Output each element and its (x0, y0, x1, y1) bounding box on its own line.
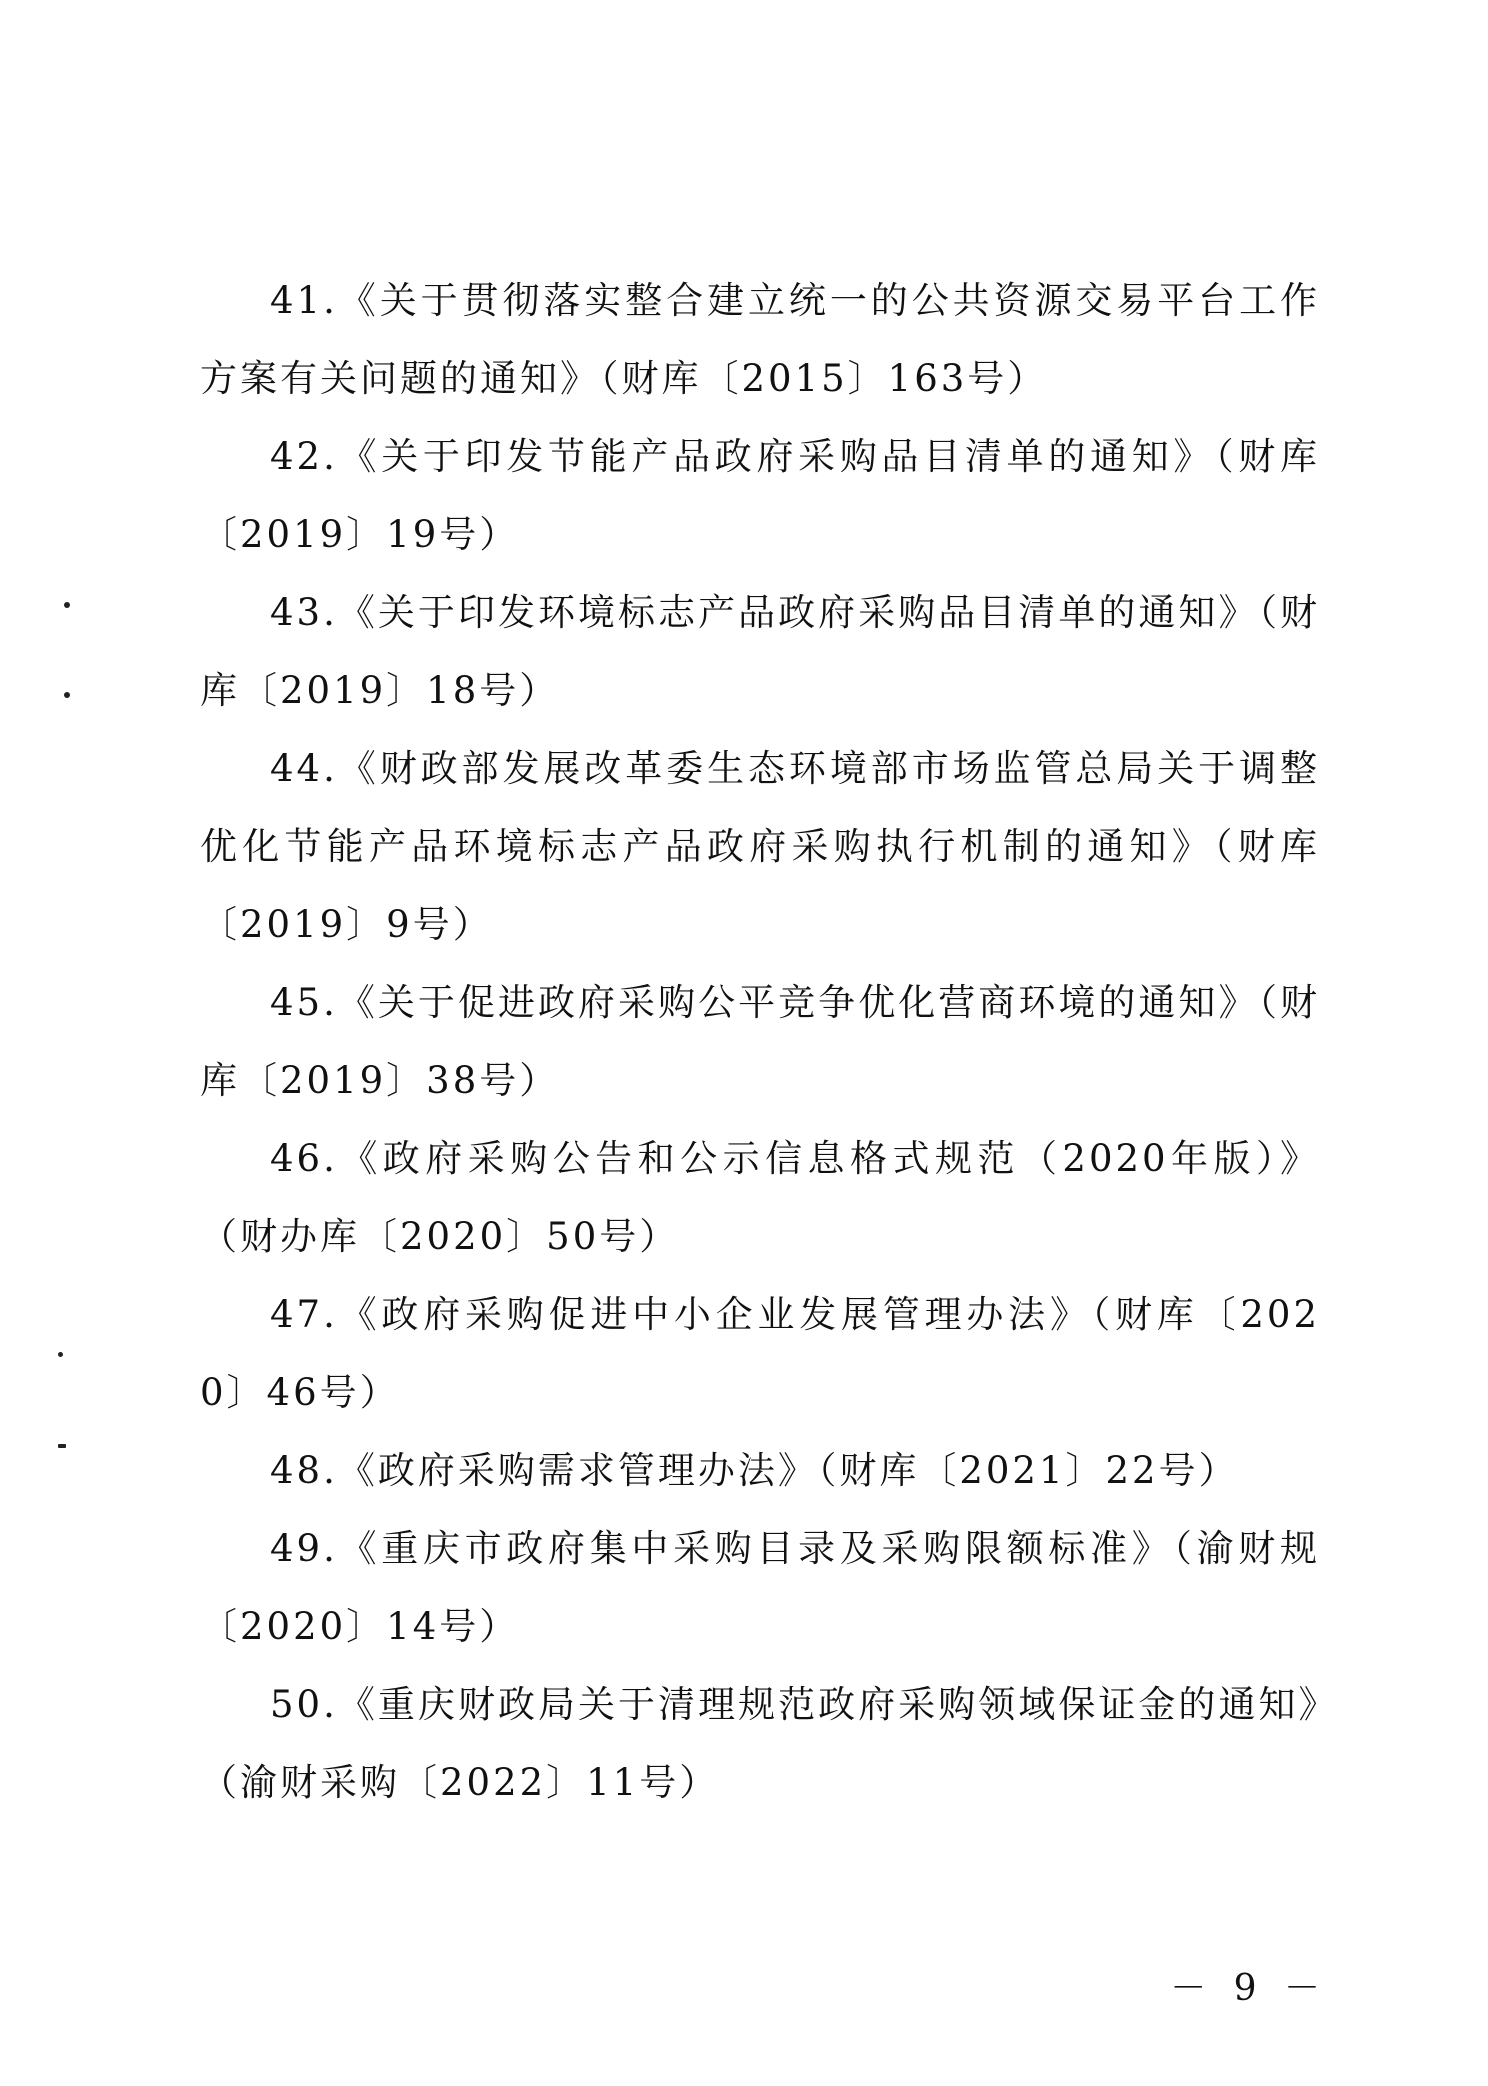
scan-speck (64, 602, 70, 608)
scan-speck (58, 1352, 63, 1357)
list-item: 45.《关于促进政府采购公平竞争优化营商环境的通知》（财库〔2019〕38号） (200, 981, 1320, 1102)
list-item: 42.《关于印发节能产品政府采购品目清单的通知》（财库〔2019〕19号） (200, 435, 1320, 556)
list-item: 46.《政府采购公告和公示信息格式规范（2020年版）》（财办库〔2020〕50号） (200, 1137, 1320, 1258)
page-number: － 9 － (1170, 1968, 1328, 2009)
list-item: 44.《财政部发展改革委生态环境部市场监管总局关于调整优化节能产品环境标志产品政府采购执行机制的通知》（财库〔2019〕9号） (200, 747, 1320, 946)
scan-speck (64, 692, 70, 698)
list-item: 41.《关于贯彻落实整合建立统一的公共资源交易平台工作方案有关问题的通知》（财库〔2015〕163号） (200, 279, 1320, 400)
scan-speck (58, 1444, 66, 1448)
list-item: 49.《重庆市政府集中采购目录及采购限额标准》（渝财规〔2020〕14号） (200, 1527, 1320, 1648)
list-item: 48.《政府采购需求管理办法》（财库〔2021〕22号） (270, 1449, 1239, 1492)
list-item: 43.《关于印发环境标志产品政府采购品目清单的通知》（财库〔2019〕18号） (200, 591, 1320, 712)
regulation-list (200, 262, 1320, 1822)
list-item: 47.《政府采购促进中小企业发展管理办法》（财库〔2020〕46号） (200, 1293, 1320, 1414)
list-item: 50.《重庆财政局关于清理规范政府采购领域保证金的通知》（渝财采购〔2022〕11号） (200, 1683, 1320, 1804)
